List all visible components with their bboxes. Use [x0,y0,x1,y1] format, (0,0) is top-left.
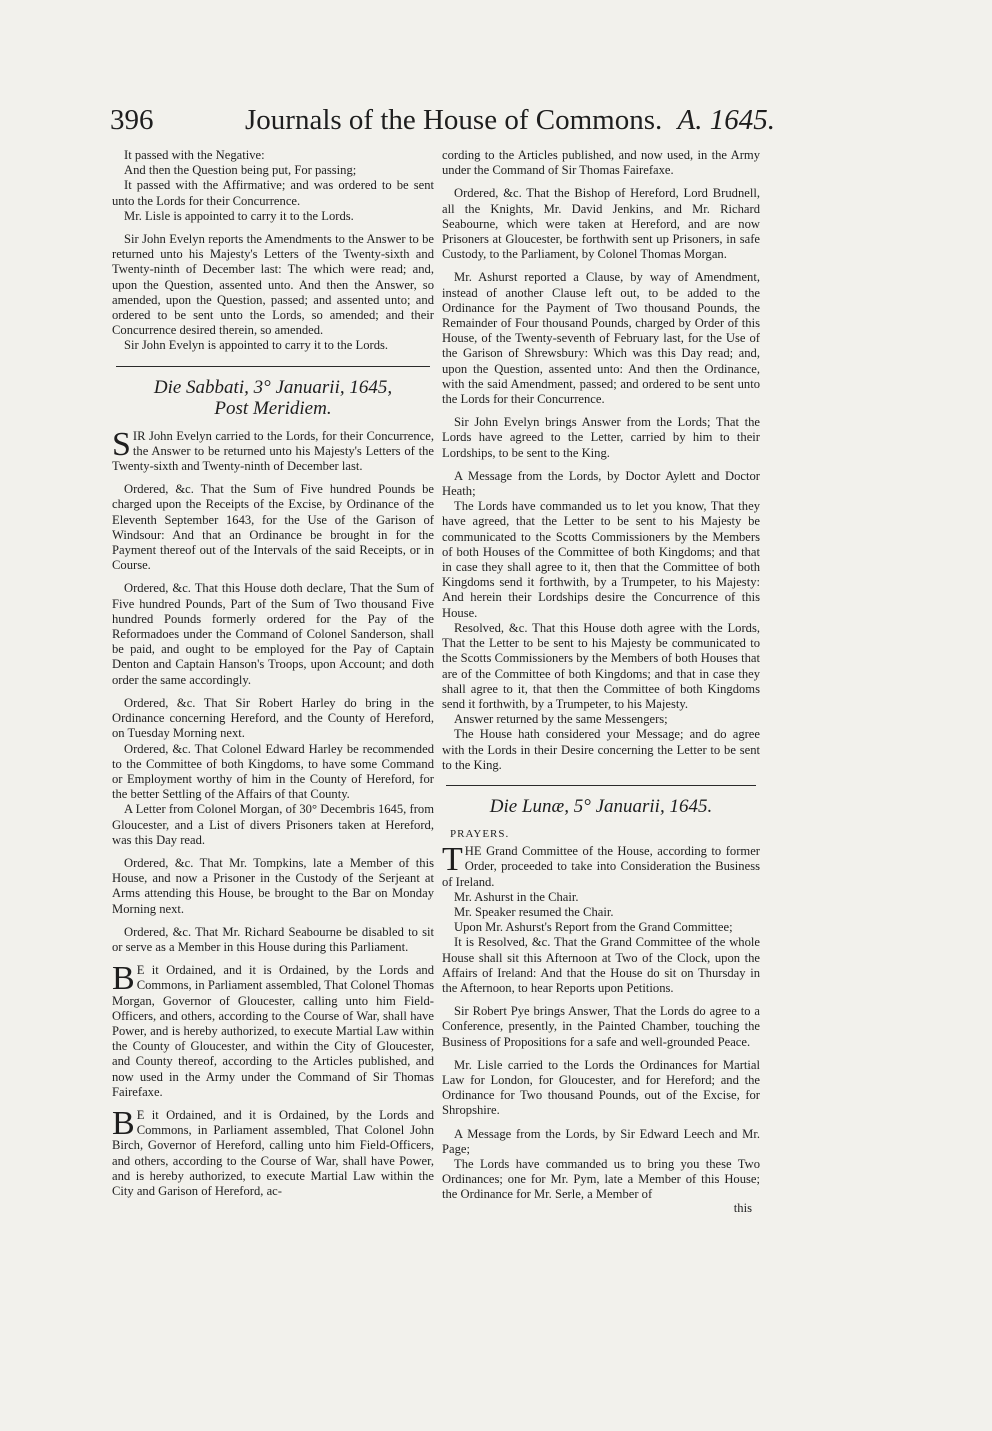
paragraph: Mr. Lisle carried to the Lords the Ordinances for Martial Law for London, for Gloucester, and for Hereford; and the Ordinance for Two thousand Pounds, out of the Excise, for Shropshire. [442,1057,760,1118]
paragraph: Ordered, &c. That Sir Robert Harley do bring in the Ordinance concerning Hereford, and the County of Hereford, on Tuesday Morning next. [112,695,434,741]
heading-date: Die Sabbati, 3° Januarii, 1645, [153,376,393,398]
catchword: this [733,1200,752,1215]
paragraph: Ordered, &c. That the Bishop of Hereford, Lord Brudnell, all the Knights, Mr. David Jenkins, and Mr. Richard Seabourne, which were taken at Hereford, and are now Prisoners at Gloucester, be forthwith sent up Prisoners, in safe Custody, to the Parliament, by Colonel Thomas Morgan. [442,186,760,262]
paragraph: Mr. Ashurst in the Chair. [454,889,579,904]
section-heading: Die Lunæ, 5° Januarii, 1645. [489,795,713,817]
section-rule [446,785,756,786]
paragraph: Answer returned by the same Messengers; [454,712,668,727]
running-year: A. 1645. [677,104,775,136]
paragraph-text: E it Ordained, and it is Ordained, by the Lords and Commons, in Parliament assembled, That Colonel John Birch, Governor of Hereford, calling unto him Field-Officers, and others, according to the Course of War, shall have Power, and is hereby authorized, to execute Martial Law within the City and Garison of Hereford, ac- [112,1107,434,1198]
section-heading [112,377,434,419]
heading-subtitle: Post Meridiem. [214,397,332,419]
paragraph: Mr. Lisle is appointed to carry it to the Lords. [124,208,354,223]
paragraph-text: IR John Evelyn carried to the Lords, for their Concurrence, the Answer to be returned unto his Majesty's Letters of the Twenty-sixth and Twenty-ninth of December last. [112,428,434,474]
paragraph: And then the Question being put, For passing; [124,163,357,178]
paragraph: cording to the Articles published, and now used, in the Army under the Command of Sir Thomas Fairefaxe. [442,148,760,178]
page-header [110,104,775,144]
paragraph-text: E it Ordained, and it is Ordained, by the Lords and Commons, in Parliament assembled, That Colonel Thomas Morgan, Governor of Gloucester, calling unto him Field-Officers, and others, according to the Course of War, shall have Power, and is hereby authorized, to execute Martial Law within the County of Gloucester, and within the City of Gloucester, and County thereof, according to the Articles published, and now used in the Army under the Command of Sir Thomas Fairefaxe. [112,963,434,1099]
paragraph: A Message from the Lords, by Sir Edward Leech and Mr. Page; [442,1126,760,1156]
paragraph: Sir John Evelyn brings Answer from the Lords; That the Lords have agreed to the Letter, carried by him to their Lordships, to be sent to the King. [442,415,760,460]
paragraph: Sir John Evelyn is appointed to carry it to the Lords. [124,338,389,353]
paragraph: The House hath considered your Message; and do agree with the Lords in their Desire concerning the Letter to be sent to the King. [442,727,760,772]
paragraph: Sir Robert Pye brings Answer, That the Lords do agree to a Conference, presently, in the Painted Chamber, touching the Business of Propositions for a safe and well-grounded Peace. [442,1004,760,1049]
paragraph: It passed with the Negative: [124,148,265,162]
paragraph: It is Resolved, &c. That the Grand Committee of the whole House shall sit this Afternoon at Two of the Clock, upon the Affairs of Ireland: And that the House do sit on Thursday in the Afternoon, to hear Reports upon Petitions. [442,935,760,995]
paragraph: Ordered, &c. That Mr. Richard Seabourne be disabled to sit or serve as a Member in this House during this Parliament. [112,924,434,954]
paragraph: The Lords have commanded us to let you know, That they have agreed, that the Letter to be sent to his Majesty be communicated to the Scotts Commissioners by the Members of both Houses of the Committee of both Kingdoms; and that in case they shall agree to it, then that the Committee of both Kingdoms send it forthwith, by a Trumpeter, to his Majesty: And herein their Lordships desire the Concurrence of this House. [442,499,760,620]
paragraph: The Lords have commanded us to bring you these Two Ordinances; one for Mr. Pym, late a Member of this House; the Ordinance for Mr. Serle, a Member of [442,1156,760,1202]
paragraph: A Letter from Colonel Morgan, of 30° Decembris 1645, from Gloucester, and a List of divers Prisoners taken at Hereford, was this Day read. [112,802,434,847]
paragraph: A Message from the Lords, by Doctor Aylett and Doctor Heath; [442,468,760,499]
paragraph: Ordered, &c. That Colonel Edward Harley be recommended to the Committee of both Kingdoms, to have some Command or Employment worthy of him in the County of Hereford, for the better Settling of the Affairs of that County. [112,741,434,802]
paragraph-text: HE Grand Committee of the House, according to former Order, proceeded to take into Consideration the Business of Ireland. [442,844,760,889]
ordinance [112,1104,434,1199]
paragraph [112,425,434,475]
running-title: Journals of the House of Commons. [245,104,663,136]
paragraph: Resolved, &c. That this House doth agree with the Lords, That the Letter to be sent to his Majesty be communicated to the Scotts Commissioners by the Members of both Houses that are of the Committee of both Kingdoms; and that in case they shall agree to it, that then the Committee of both Kingdoms send it forthwith, by a Trumpeter, to his Majesty. [442,620,760,711]
prayers-label: PRAYERS. [450,827,510,840]
paragraph: Ordered, &c. That this House doth declare, That the Sum of Five hundred Pounds, Part of the Sum of Two thousand Five hundred Pounds formerly ordered for the Pay of the Reformadoes under the Command of Colonel Sanderson, shall be paid, and ought to be employed for the Pay of Captain Denton and Captain Hanson's Troops, upon Account; and doth order the same accordingly. [112,581,434,687]
drop-capital: T [442,841,463,879]
left-column [112,148,434,1207]
drop-capital: B [112,1104,135,1142]
paragraph: Upon Mr. Ashurst's Report from the Grand Committee; [454,920,733,935]
paragraph: It passed with the Affirmative; and was ordered to be sent unto the Lords for their Concurrence. [112,178,434,208]
drop-capital: B [112,960,135,998]
paragraph: Ordered, &c. That Mr. Tompkins, late a Member of this House, and now a Prisoner in the Custody of the Serjeant at Arms attending this House, be brought to the Bar on Monday Morning next. [112,855,434,916]
section-rule [116,366,430,367]
paragraph: Sir John Evelyn reports the Amendments to the Answer to be returned unto his Majesty's Letters of the Twenty-sixth and Twenty-ninth of December last: The which were read; and, upon the Question, assented unto. And then the Answer, so amended, upon the Question, passed; and assented unto; and ordered to be sent unto the Lords, so amended; and their Concurrence desired therein, so amended. [112,232,434,338]
ordinance [112,960,434,1100]
drop-capital: S [112,425,131,463]
paragraph [442,841,760,890]
page-number: 396 [110,104,154,136]
paragraph: Ordered, &c. That the Sum of Five hundred Pounds be charged upon the Receipts of the Excise, by Ordinance of the Eleventh September 1643, for the Use of the Garison of Windsour: And that an Ordinance be brought in for the Payment thereof out of the Intervals of the said Receipts, or in Course. [112,482,434,573]
paragraph: Mr. Speaker resumed the Chair. [454,904,614,919]
paragraph: Mr. Ashurst reported a Clause, by way of Amendment, instead of another Clause left out, to be added to the Ordinance for the Payment of Two thousand Pounds, the Remainder of Four thousand Pounds, charged by Order of this House, of the Twenty-seventh of February last, for the Use of the Garison of Shrewsbury: Which was this Day read; and, upon the Question, assented unto: And then the Ordinance, with the said Amendment, passed; and ordered to be sent unto the Lords for their Concurrence. [442,270,760,407]
right-column [442,148,760,1216]
